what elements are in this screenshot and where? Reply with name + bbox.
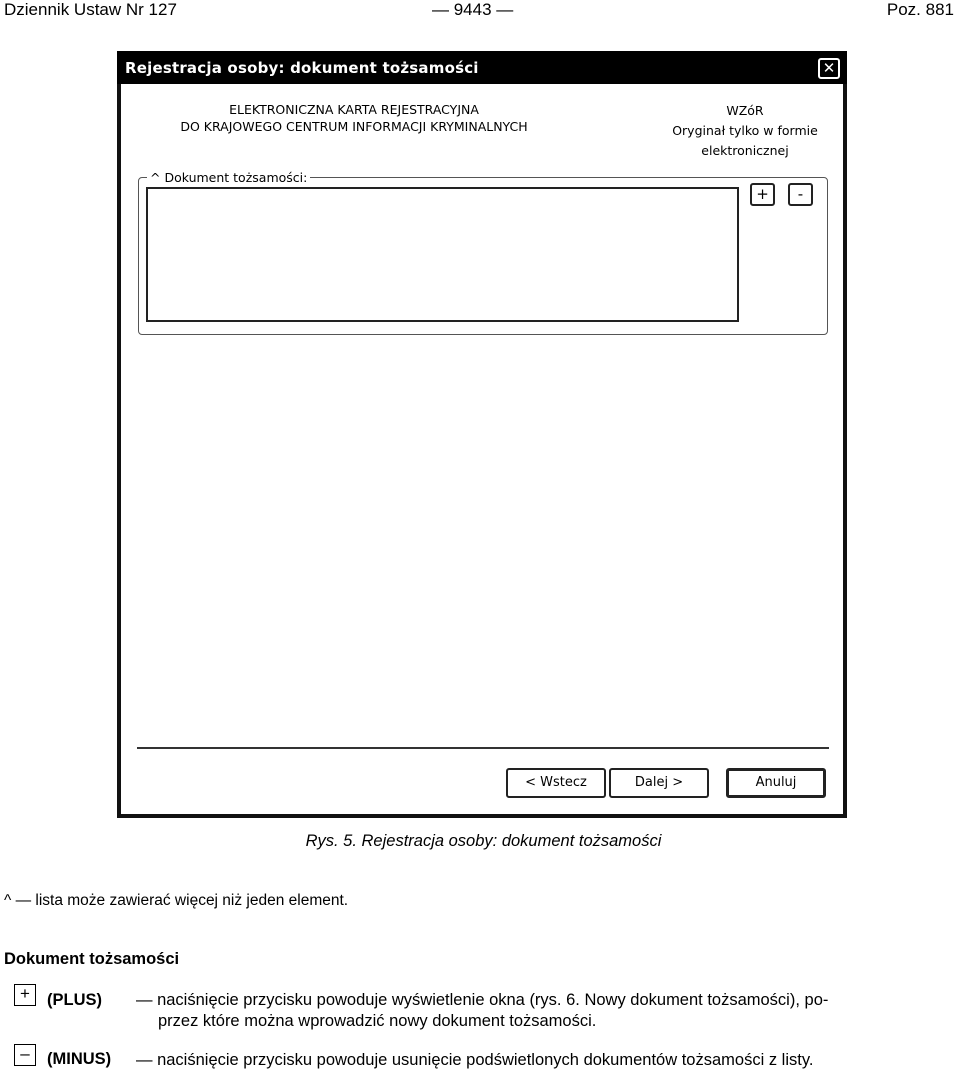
- section-title: Dokument tożsamości: [4, 950, 180, 968]
- next-button[interactable]: Dalej >: [609, 768, 709, 798]
- identity-document-list[interactable]: [146, 187, 739, 322]
- dialog-window: [117, 51, 847, 818]
- identity-document-legend: ^ Dokument tożsamości:: [150, 170, 308, 185]
- plus-description-line-2: przez które można wprowadzić nowy dokument tożsamości.: [158, 1012, 597, 1030]
- minus-description: — naciśnięcie przycisku powoduje usunięcie podświetlonych dokumentów tożsamości z listy.: [136, 1051, 814, 1069]
- add-document-button[interactable]: +: [750, 183, 775, 206]
- list-note: ^ — lista może zawierać więcej niż jeden element.: [4, 892, 349, 909]
- plus-description: [136, 990, 956, 1032]
- footer-divider: [137, 747, 829, 749]
- plus-icon: +: [14, 984, 36, 1006]
- dialog-title-bar: [117, 51, 847, 84]
- dialog-body: [121, 84, 843, 814]
- page-header-right: Poz. 881: [886, 0, 954, 19]
- plus-description-line-1: — naciśnięcie przycisku powoduje wyświetlenie okna (rys. 6. Nowy dokument tożsamości), po-: [136, 991, 829, 1009]
- page-header-left: Dziennik Ustaw Nr 127: [4, 0, 177, 19]
- remove-document-button[interactable]: -: [788, 183, 813, 206]
- close-icon[interactable]: ✕: [818, 58, 840, 79]
- template-notice-line-2: Oryginał tylko w formie: [672, 123, 818, 138]
- dialog-title: Rejestracja osoby: dokument tożsamości: [125, 59, 479, 77]
- minus-key-label: (MINUS): [47, 1050, 112, 1068]
- figure-caption: Rys. 5. Rejestracja osoby: dokument tożsamości: [305, 832, 662, 850]
- page-number: — 9443 —: [432, 0, 514, 19]
- template-notice: [656, 101, 834, 161]
- form-title-line-2: DO KRAJOWEGO CENTRUM INFORMACJI KRYMINALNYCH: [180, 119, 528, 134]
- template-notice-line-1: WZóR: [726, 103, 764, 118]
- form-title: [139, 101, 569, 135]
- plus-key-label: (PLUS): [47, 991, 102, 1009]
- back-button[interactable]: < Wstecz: [506, 768, 606, 798]
- form-title-line-1: ELEKTRONICZNA KARTA REJESTRACYJNA: [229, 102, 479, 117]
- minus-icon: –: [14, 1044, 36, 1066]
- template-notice-line-3: elektronicznej: [701, 143, 789, 158]
- cancel-button[interactable]: Anuluj: [726, 768, 826, 798]
